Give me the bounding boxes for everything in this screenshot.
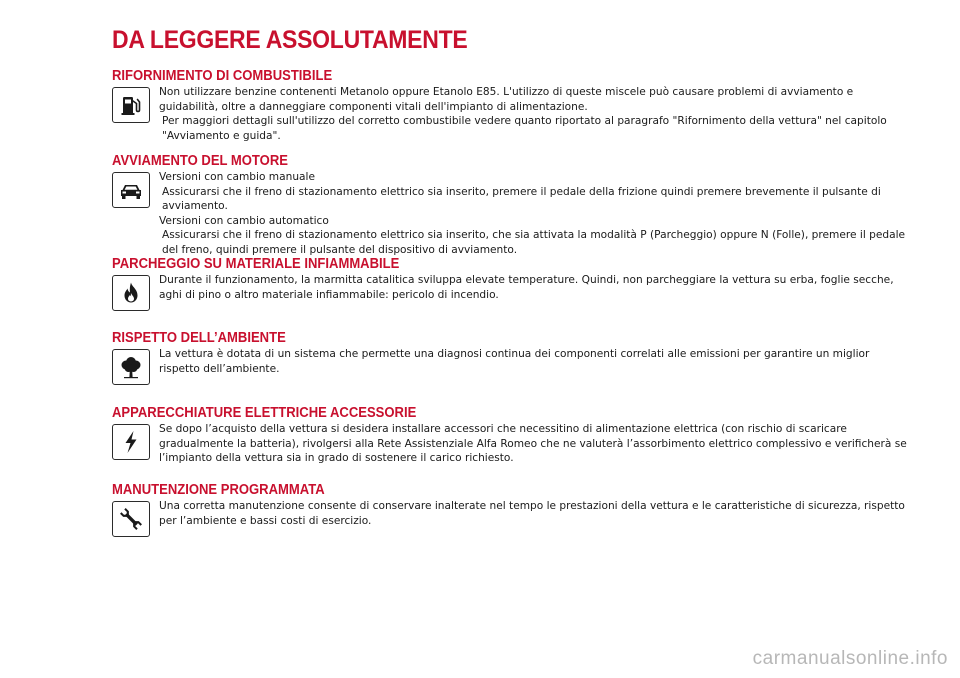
section-parcheggio bbox=[112, 256, 912, 311]
paragraph: Versioni con cambio manuale bbox=[159, 171, 315, 183]
section-title: RISPETTO DELL’AMBIENTE bbox=[112, 330, 286, 346]
section-avviamento bbox=[112, 153, 912, 258]
section-title: RIFORNIMENTO DI COMBUSTIBILE bbox=[112, 68, 333, 84]
section-manutenzione bbox=[112, 482, 912, 537]
paragraph: Versioni con cambio automatico bbox=[159, 214, 329, 227]
section-rifornimento bbox=[112, 68, 912, 143]
flame-icon bbox=[112, 275, 150, 311]
page-title: DA LEGGERE ASSOLUTAMENTE bbox=[112, 26, 468, 54]
lightning-icon bbox=[112, 424, 150, 460]
watermark: carmanualsonline.info bbox=[752, 648, 948, 669]
paragraph: Se dopo l’acquisto della vettura si desidera installare accessori che necessitino di alimentazione elettrica (con rischio di scaricare gradualmente la batteria), rivolgersi alla Rete Assistenziale Alfa Romeo che ne valuterà l’assorbimento elettrico complessivo e verificherà se l’impianto della vettura sia in grado di sostenere il carico richiesto. bbox=[159, 423, 907, 465]
car-icon bbox=[112, 172, 150, 208]
paragraph: Non utilizzare benzine contenenti Metanolo oppure Etanolo E85. L'utilizzo di queste miscele può causare problemi di avviamento e guidabilità, oltre a danneggiare componenti vitali dell'impianto di alimentazione. bbox=[159, 86, 854, 113]
paragraph: La vettura è dotata di un sistema che permette una diagnosi continua dei componenti correlati alle emissioni per garantire un miglior rispetto dell’ambiente. bbox=[159, 348, 870, 375]
tree-icon bbox=[112, 349, 150, 385]
wrench-icon bbox=[112, 501, 150, 537]
section-title: PARCHEGGIO SU MATERIALE INFIAMMABILE bbox=[112, 256, 400, 272]
paragraph: Assicurarsi che il freno di stazionamento elettrico sia inserito, che sia attivata la modalità P (Parcheggio) oppure N (Folle), premere il pedale del freno, quindi premere il pulsante del dispositivo di avviamento. bbox=[162, 229, 906, 256]
paragraph: Assicurarsi che il freno di stazionamento elettrico sia inserito, premere il pedale della frizione quindi premere brevemente il pulsante di avviamento. bbox=[162, 185, 881, 213]
section-title: APPARECCHIATURE ELETTRICHE ACCESSORIE bbox=[112, 405, 417, 421]
paragraph: Per maggiori dettagli sull'utilizzo del corretto combustibile vedere quanto riportato al paragrafo "Rifornimento della vettura" nel capitolo "Avviamento e guida". bbox=[162, 115, 887, 142]
section-ambiente bbox=[112, 330, 912, 385]
paragraph: Una corretta manutenzione consente di conservare inalterate nel tempo le prestazioni della vettura e le caratteristiche di sicurezza, rispetto per l’ambiente e bassi costi di esercizio. bbox=[159, 500, 905, 527]
paragraph: Durante il funzionamento, la marmitta catalitica sviluppa elevate temperature. Quindi, non parcheggiare la vettura su erba, foglie secche, aghi di pino o altro materiale infiammabile: pericolo di incendio. bbox=[159, 274, 894, 301]
fuel-pump-icon bbox=[112, 87, 150, 123]
section-title: AVVIAMENTO DEL MOTORE bbox=[112, 153, 288, 169]
section-title: MANUTENZIONE PROGRAMMATA bbox=[112, 482, 325, 498]
section-apparecchiature bbox=[112, 405, 912, 466]
